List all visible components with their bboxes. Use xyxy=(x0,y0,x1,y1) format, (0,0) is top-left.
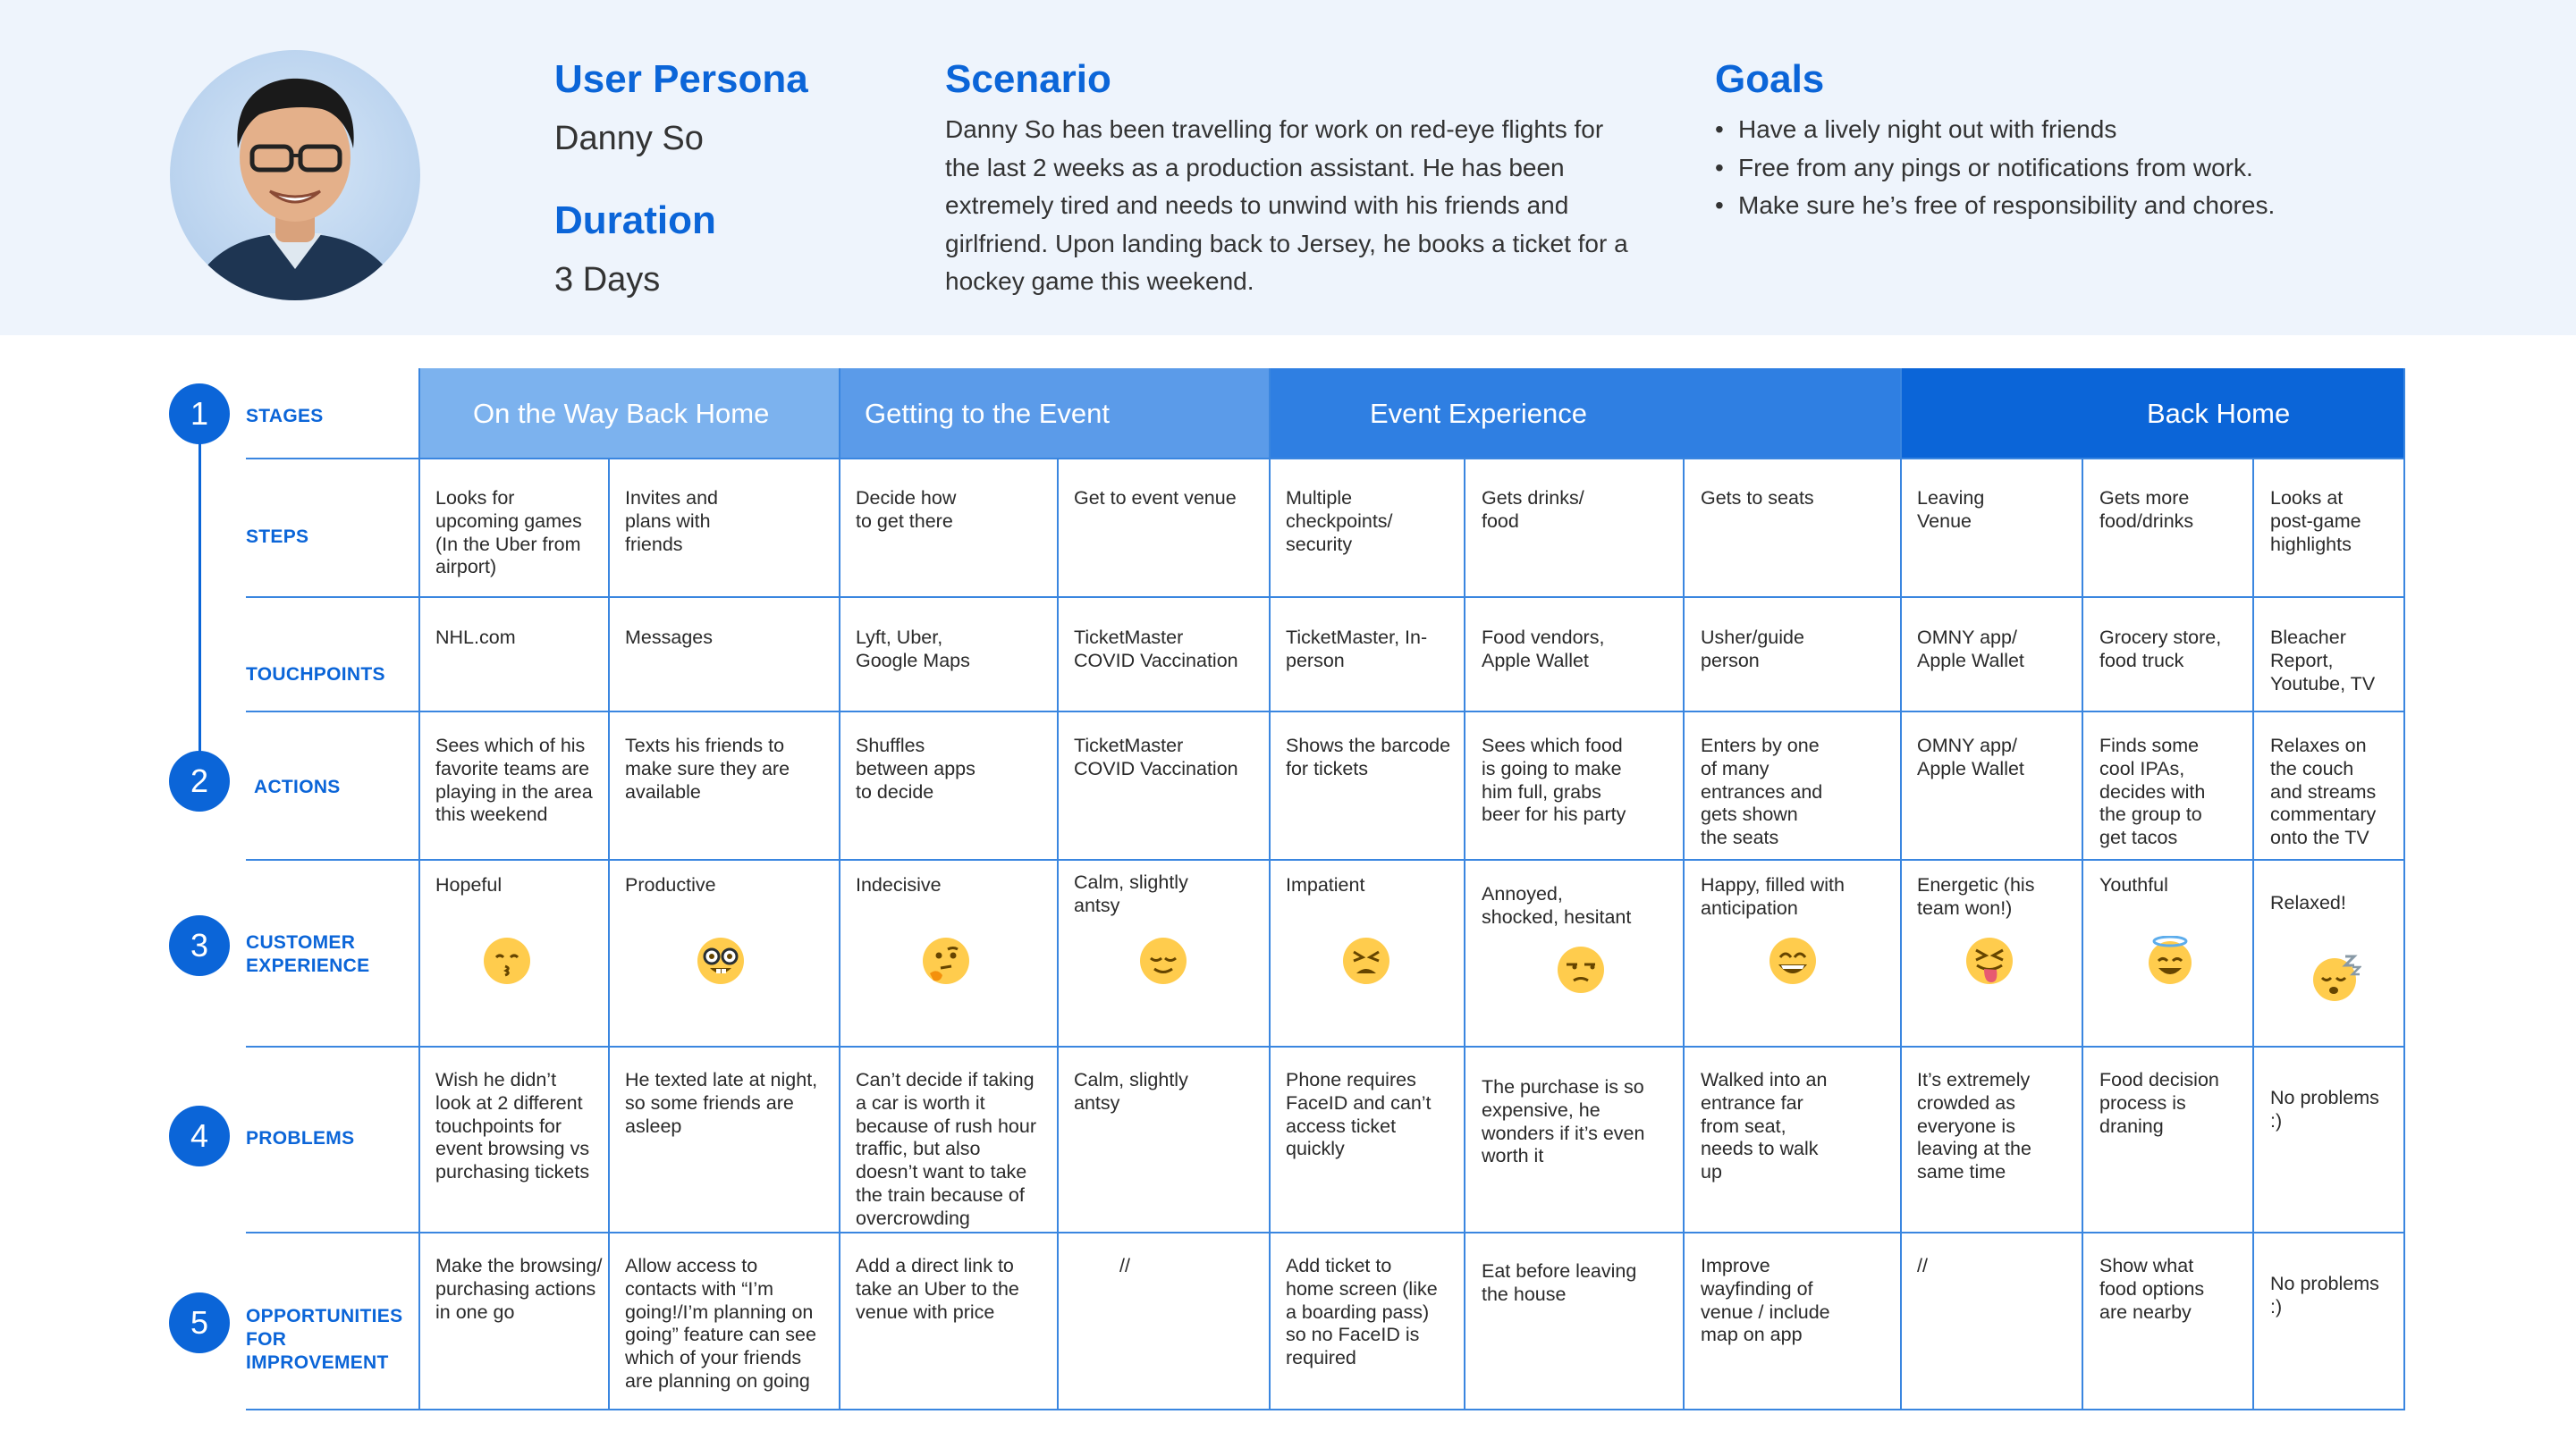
experience-cell: Happy, filled with anticipation xyxy=(1701,874,1845,919)
touchpoint-cell: OMNY app/ Apple Wallet xyxy=(1917,627,2024,671)
experience-cell: Calm, slightly antsy xyxy=(1074,871,1188,916)
problem-cell: Walked into an entrance far from seat, needs to walk up xyxy=(1701,1069,1828,1183)
touchpoint-cell: TicketMaster COVID Vaccination xyxy=(1074,627,1238,671)
experience-cell: Hopeful xyxy=(435,874,503,896)
step-number-3: 3 xyxy=(169,915,230,976)
stage-event-experience: Event Experience xyxy=(1270,368,1901,459)
row-label-stages: STAGES xyxy=(246,406,324,426)
problem-cell: Wish he didn’t look at 2 different touchpoints for event browsing vs purchasing tickets xyxy=(435,1069,590,1183)
experience-cell: Relaxed! xyxy=(2270,892,2346,913)
halo-face-icon xyxy=(2145,936,2195,986)
persona-photo xyxy=(170,50,420,300)
action-cell: Sees which of his favorite teams are playing in the area this weekend xyxy=(435,735,593,826)
touchpoint-cell: Food vendors, Apple Wallet xyxy=(1482,627,1605,671)
step-number-5: 5 xyxy=(169,1292,230,1353)
persona-header xyxy=(0,0,2576,335)
row-label-actions: ACTIONS xyxy=(254,777,341,797)
row-label-opportunities: OPPORTUNITIES FOR IMPROVEMENT xyxy=(246,1306,403,1373)
action-cell: TicketMaster COVID Vaccination xyxy=(1074,735,1238,779)
problem-cell: He texted late at night, so some friends are asleep xyxy=(625,1069,818,1137)
duration-label: Duration xyxy=(554,198,716,242)
goals-list xyxy=(1715,111,2275,225)
step-cell: Gets drinks/ food xyxy=(1482,487,1584,532)
touchpoint-cell: Lyft, Uber, Google Maps xyxy=(856,627,970,671)
problem-cell: No problems :) xyxy=(2270,1087,2379,1132)
problem-cell: Phone requires FaceID and can’t access ticket quickly xyxy=(1286,1069,1432,1160)
problem-cell: It’s extremely crowded as everyone is leaving at the same time xyxy=(1917,1069,2031,1183)
action-cell: Shows the barcode for tickets xyxy=(1286,735,1451,779)
step-cell: Get to event venue xyxy=(1074,487,1237,509)
grid-vline xyxy=(2403,368,2405,1410)
problem-cell: The purchase is so expensive, he wonders if it’s even worth it xyxy=(1482,1076,1645,1167)
stage-getting-to-the-event: Getting to the Event xyxy=(840,368,1270,459)
grid-vline xyxy=(608,459,610,1410)
grid-vline xyxy=(1464,459,1465,1410)
step-cell: Looks for upcoming games (In the Uber from airport) xyxy=(435,487,582,578)
squinting-tongue-face-icon xyxy=(1964,936,2014,986)
persona-label: User Persona xyxy=(554,57,808,101)
grid-vline xyxy=(1057,459,1059,1410)
experience-cell: Impatient xyxy=(1286,874,1365,896)
goal-item: • Make sure he’s free of responsibility and chores. xyxy=(1715,187,2275,225)
stage-on-the-way-back-home: On the Way Back Home xyxy=(419,368,840,459)
touchpoint-cell: Bleacher Report, Youtube, TV xyxy=(2270,627,2376,695)
experience-cell: Annoyed, shocked, hesitant xyxy=(1482,883,1632,928)
action-cell: OMNY app/ Apple Wallet xyxy=(1917,735,2024,779)
scenario-text: Danny So has been travelling for work on red-eye flights for the last 2 weeks as a production assistant. He has been extremely tired and needs to unwind with his friends and girlfriend. Upon landing back to Jersey, he books a ticket for a hockey game this weekend. xyxy=(945,115,1628,295)
persona-name: Danny So xyxy=(554,120,704,157)
timeline-connector xyxy=(198,413,201,779)
experience-cell: Energetic (his team won!) xyxy=(1917,874,2035,919)
touchpoint-cell: Grocery store, food truck xyxy=(2099,627,2222,671)
opportunity-cell: // xyxy=(1119,1255,1130,1276)
step-number-4: 4 xyxy=(169,1106,230,1166)
kissing-face-icon xyxy=(482,936,532,986)
step-cell: Invites and plans with friends xyxy=(625,487,718,555)
scenario-label: Scenario xyxy=(945,57,1111,101)
grid-vline xyxy=(418,368,420,1410)
opportunity-cell: Eat before leaving the house xyxy=(1482,1260,1637,1305)
action-cell: Relaxes on the couch and streams commentary onto the TV xyxy=(2270,735,2377,849)
grid-vline xyxy=(2252,459,2254,1410)
step-cell: Gets to seats xyxy=(1701,487,1814,509)
touchpoint-cell: Messages xyxy=(625,627,713,648)
opportunity-cell: Show what food options are nearby xyxy=(2099,1255,2205,1323)
experience-cell: Youthful xyxy=(2099,874,2168,896)
problem-cell: Calm, slightly antsy xyxy=(1074,1069,1188,1114)
row-label-steps: STEPS xyxy=(246,526,309,547)
action-cell: Finds some cool IPAs, decides with the group to get tacos xyxy=(2099,735,2206,849)
grid-vline xyxy=(839,368,840,1410)
row-label-touchpoints: TOUCHPOINTS xyxy=(246,664,385,685)
goals-label: Goals xyxy=(1715,57,1825,101)
problem-cell: Food decision process is draning xyxy=(2099,1069,2219,1137)
touchpoint-cell: Usher/guide person xyxy=(1701,627,1804,671)
tired-face-icon xyxy=(1341,936,1391,986)
unamused-face-icon xyxy=(1556,945,1606,995)
action-cell: Texts his friends to make sure they are available xyxy=(625,735,790,803)
experience-cell: Indecisive xyxy=(856,874,942,896)
touchpoint-cell: NHL.com xyxy=(435,627,516,648)
opportunity-cell: Add a direct link to take an Uber to the venue with price xyxy=(856,1255,1019,1323)
opportunity-cell: // xyxy=(1917,1255,1928,1276)
action-cell: Shuffles between apps to decide xyxy=(856,735,976,803)
persona-avatar xyxy=(170,50,420,300)
touchpoint-cell: TicketMaster, In- person xyxy=(1286,627,1428,671)
opportunity-cell: No problems :) xyxy=(2270,1273,2379,1318)
grid-vline xyxy=(1683,459,1685,1410)
step-cell: Decide how to get there xyxy=(856,487,957,532)
thinking-face-icon xyxy=(921,936,971,986)
experience-cell: Productive xyxy=(625,874,716,896)
step-cell: Leaving Venue xyxy=(1917,487,1985,532)
grid-vline xyxy=(1900,368,1902,1410)
row-label-experience: CUSTOMER EXPERIENCE xyxy=(246,932,370,976)
grid-vline xyxy=(1269,368,1271,1410)
step-cell: Looks at post-game highlights xyxy=(2270,487,2361,555)
nerd-face-icon xyxy=(696,936,746,986)
step-cell: Gets more food/drinks xyxy=(2099,487,2194,532)
opportunity-cell: Improve wayfinding of venue / include map on app xyxy=(1701,1255,1830,1346)
row-label-problems: PROBLEMS xyxy=(246,1128,355,1149)
problem-cell: Can’t decide if taking a car is worth it because of rush hour traffic, but also doesn’t want to take the train because of overcrowding xyxy=(856,1069,1036,1229)
opportunity-cell: Allow access to contacts with “I’m going!/I’m planning on going” feature can see which of your friends are planning on going xyxy=(625,1255,816,1392)
stage-back-home: Back Home xyxy=(1901,368,2405,459)
grid-vline xyxy=(2082,459,2083,1410)
step-number-2: 2 xyxy=(169,751,230,812)
action-cell: Enters by one of many entrances and gets shown the seats xyxy=(1701,735,1823,849)
step-cell: Multiple checkpoints/ security xyxy=(1286,487,1393,555)
duration-value: 3 Days xyxy=(554,261,661,299)
goal-item: • Have a lively night out with friends xyxy=(1715,111,2275,149)
action-cell: Sees which food is going to make him full, grabs beer for his party xyxy=(1482,735,1626,826)
opportunity-cell: Add ticket to home screen (like a boarding pass) so no FaceID is required xyxy=(1286,1255,1438,1369)
step-number-1: 1 xyxy=(169,383,230,444)
opportunity-cell: Make the browsing/ purchasing actions in one go xyxy=(435,1255,603,1323)
grinning-face-icon xyxy=(1768,936,1818,986)
goal-item: • Free from any pings or notifications from work. xyxy=(1715,149,2275,188)
sleeping-face-icon xyxy=(2311,953,2361,1003)
relieved-face-icon xyxy=(1138,936,1188,986)
